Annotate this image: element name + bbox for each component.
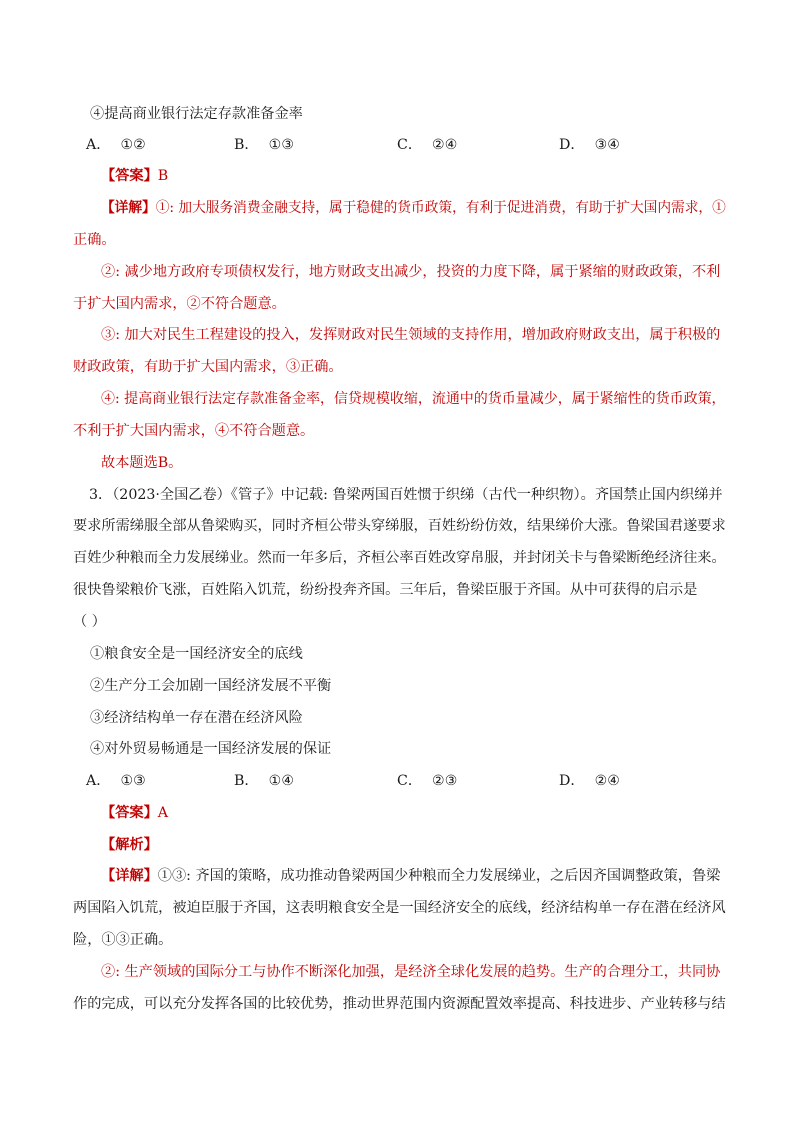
answer-tag: 【答案】 — [101, 168, 158, 184]
q3-analysis-tag: 【解析】 — [101, 837, 158, 853]
q3-stem-line-1: 3．（2023·全国乙卷）《管子》中记载: 鲁梁两国百姓惯于织绨（古代一种织物）。齐国禁止国内织绨并 — [89, 487, 723, 503]
detail-tag: 【详解】 — [101, 200, 156, 216]
detail-line-1: 【详解】①: 加大服务消费金融支持，属于稳健的货币政策，有利于促进消费，有助于扩大国内需求，① — [101, 200, 726, 216]
conclusion: 故本题选B。 — [101, 455, 183, 471]
detail-line-3: ②: 减少地方政府专项债权发行，地方财政支出减少，投资的力度下降，属于紧缩的财政政策，不利 — [101, 264, 721, 280]
q3-statement-3: ③经济结构单一存在潜在经济风险 — [90, 710, 303, 726]
q3-answer-tag: 【答案】 — [101, 805, 158, 821]
detail-line-5: ③: 加大对民生工程建设的投入，发挥财政对民生领域的支持作用，增加政府财政支出，属于积极的 — [101, 327, 721, 343]
q3-detail-tag: 【详解】 — [101, 868, 158, 884]
q3-option-a: A． ①③ — [86, 773, 146, 789]
q3-stem-line-3: 百姓少种粮而全力发展绨业。然而一年多后，齐桓公率百姓改穿帛服，并封闭关卡与鲁梁断绝经济往来。 — [73, 550, 726, 566]
q3-detail-line-3: 险，①③正确。 — [73, 932, 173, 948]
detail-line-7: ④: 提高商业银行法定存款准备金率，信贷规模收缩，流通中的货币量减少，属于紧缩性的货币政策， — [101, 391, 726, 407]
statement-4: ④提高商业银行法定存款准备金率 — [90, 106, 303, 122]
q3-detail-line-1: 【详解】①③: 齐国的策略，成功推动鲁梁两国少种粮而全力发展绨业，之后因齐国调整政策，鲁梁 — [101, 868, 721, 884]
q3-option-b: B． ①④ — [234, 773, 295, 789]
option-b: B． ①③ — [234, 137, 295, 153]
detail-line-4: 于扩大国内需求，②不符合题意。 — [73, 296, 286, 312]
detail-line-6: 财政政策，有助于扩大国内需求，③正确。 — [73, 359, 343, 375]
q3-statement-1: ①粮食安全是一国经济安全的底线 — [90, 646, 303, 662]
detail-line-8: 不利于扩大国内需求，④不符合题意。 — [73, 423, 315, 439]
q3-stem-line-2: 要求所需绨服全部从鲁梁购买，同时齐桓公带头穿绨服，百姓纷纷仿效，结果绨价大涨。鲁梁国君遂要求 — [73, 518, 726, 534]
q3-stem-line-4: 很快鲁梁粮价飞涨，百姓陷入饥荒，纷纷投奔齐国。三年后，鲁梁臣服于齐国。从中可获得的启示是 — [73, 582, 698, 598]
option-a: A． ①② — [86, 137, 146, 153]
q3-option-c: C． ②③ — [397, 773, 458, 789]
option-d: D． ③④ — [559, 137, 621, 153]
q3-statement-4: ④对外贸易畅通是一国经济发展的保证 — [90, 741, 332, 757]
q3-option-d: D． ②④ — [559, 773, 621, 789]
detail-line-2: 正确。 — [73, 232, 116, 248]
q3-stem-line-5: （ ） — [73, 614, 106, 630]
answer-value: B — [157, 168, 169, 184]
q3-statement-2: ②生产分工会加剧一国经济发展不平衡 — [90, 678, 332, 694]
q3-answer-value: A — [157, 805, 169, 821]
q3-detail2-line-1: ②: 生产领域的国际分工与协作不断深化加强，是经济全球化发展的趋势。生产的合理分工，共同协 — [101, 964, 721, 980]
answer-line — [101, 166, 168, 186]
option-c: C． ②④ — [397, 137, 458, 153]
q3-answer-line — [101, 803, 168, 823]
q3-detail2-line-2: 作的完成，可以充分发挥各国的比较优势，推动世界范围内资源配置效率提高、科技进步、产业转移与结 — [73, 996, 726, 1012]
q3-detail-line-2: 两国陷入饥荒，被迫臣服于齐国，这表明粮食安全是一国经济安全的底线，经济结构单一存在潜在经济风 — [73, 900, 726, 916]
